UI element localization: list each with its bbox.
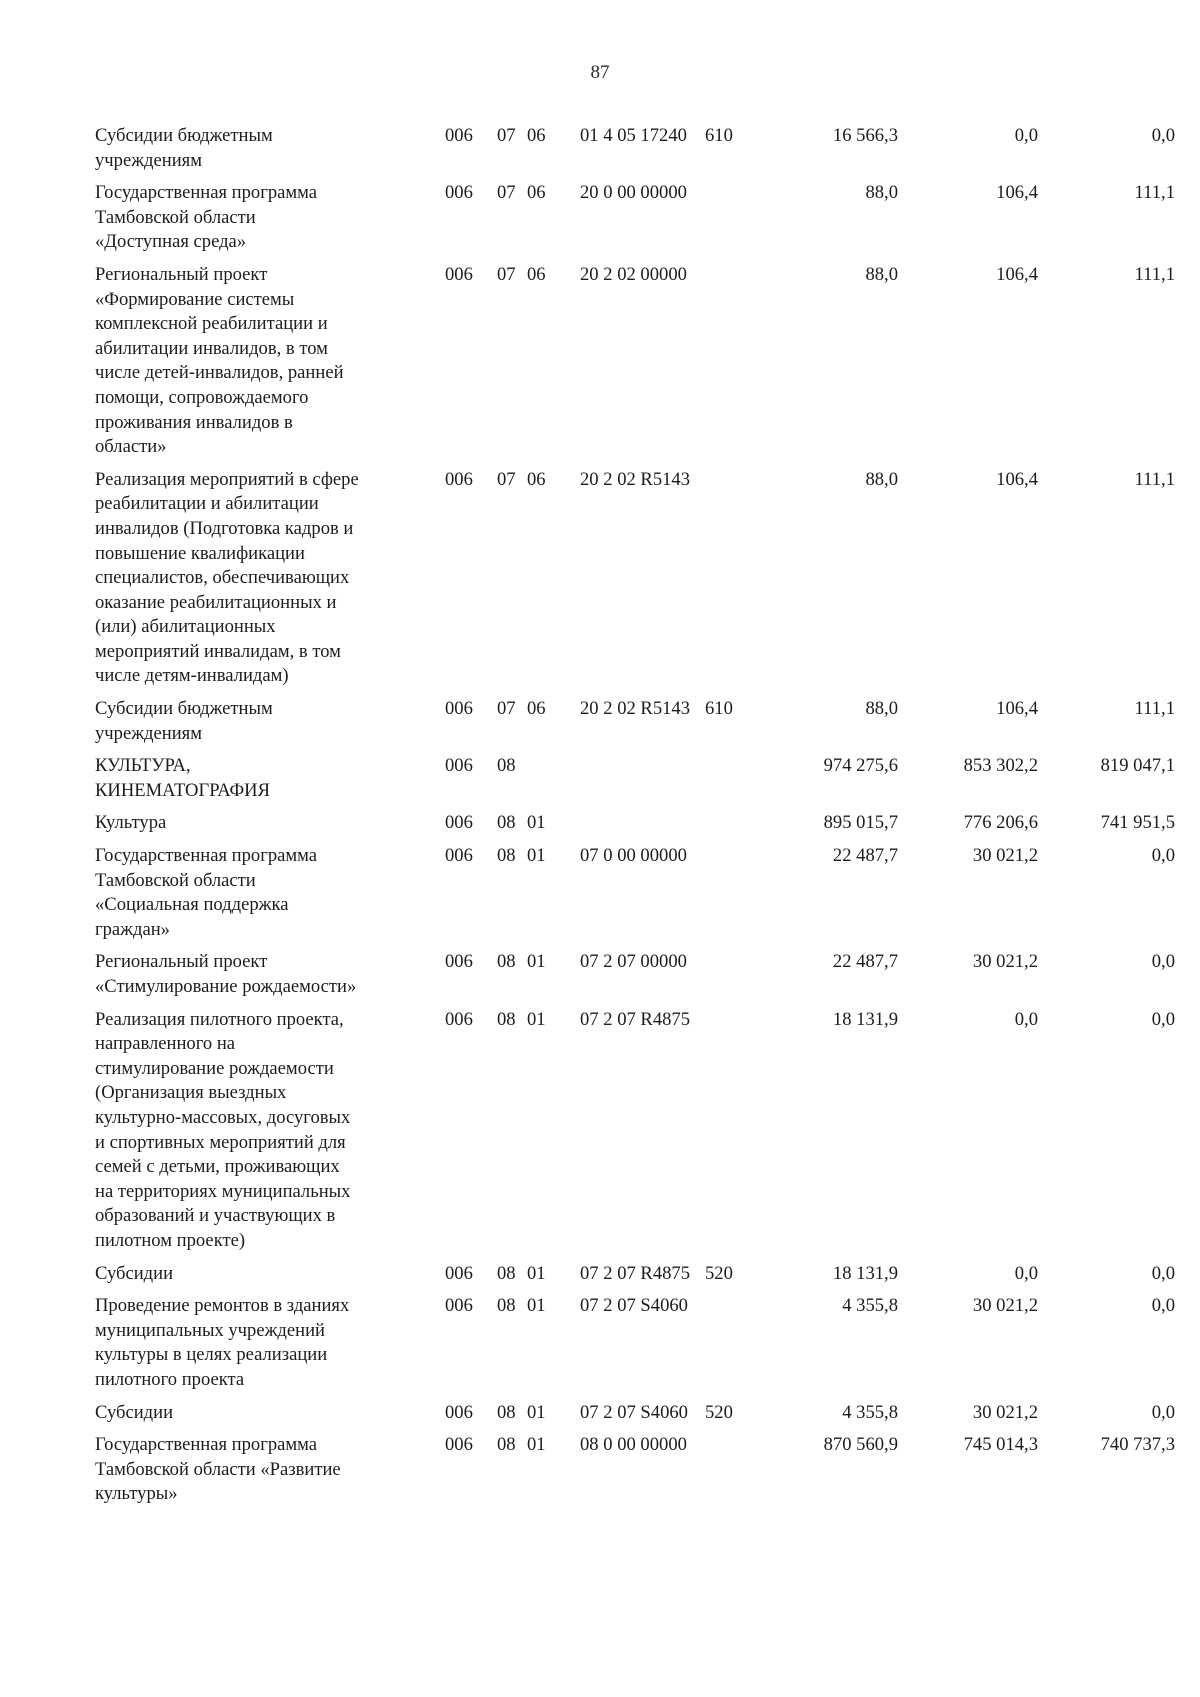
row-section-code: 08 [497,1401,516,1423]
row-subsection-code: 06 [527,468,546,490]
row-admin-code: 006 [445,1008,473,1030]
row-amount-year-3: 819 047,1 [1100,755,1175,777]
row-name: Региональный проект «Формирование системы комплексной реабилитации и абилитации инвалидов, в том числе детей-инвалидов, ранней помощи, сопровождаемого проживания инвалидов в области» [95,263,344,458]
row-section-code: 08 [497,1434,516,1456]
table-row [95,754,1175,811]
row-amount-year-2: 106,4 [996,263,1038,285]
row-admin-code: 006 [445,182,473,204]
row-subsection-code: 01 [527,1262,546,1284]
table-row [95,950,1175,1007]
row-section-code: 07 [497,263,516,285]
row-expense-type-code [705,1294,760,1400]
row-expense-type-code [705,1433,760,1515]
row-name: Проведение ремонтов в зданиях муниципальных учреждений культуры в целях реализации пилотного проекта [95,1295,350,1390]
row-expense-type-code [705,754,760,811]
row-subsection-code: 01 [527,1295,546,1317]
row-target-article-code: 01 4 05 17240 [580,125,687,146]
row-target-article-code: 20 2 02 00000 [580,263,687,285]
row-name: КУЛЬТУРА, КИНЕМАТОГРАФИЯ [95,755,270,801]
row-expense-type-code: 610 [705,698,733,720]
row-expense-type-code [705,844,760,950]
row-subsection-code: 01 [527,812,546,834]
row-amount-year-1: 88,0 [865,182,898,204]
row-amount-year-1: 22 487,7 [832,951,898,973]
row-amount-year-2: 30 021,2 [972,951,1038,973]
row-section-code: 08 [497,1008,516,1030]
row-subsection-code: 01 [527,1401,546,1423]
row-subsection-code: 06 [527,263,546,285]
row-amount-year-3: 111,1 [1134,182,1175,204]
row-name: Региональный проект «Стимулирование рождаемости» [95,951,357,997]
row-admin-code: 006 [445,1295,473,1317]
row-subsection-code: 06 [527,698,546,720]
row-amount-year-3: 741 951,5 [1100,812,1175,834]
row-target-article-code: 07 2 07 S4060 [580,1401,688,1423]
row-admin-code: 006 [445,1262,473,1284]
row-amount-year-2: 30 021,2 [972,845,1038,867]
row-name: Культура [95,812,167,834]
row-amount-year-2: 745 014,3 [963,1434,1038,1456]
table-row [95,468,1175,697]
row-admin-code: 006 [445,125,473,146]
row-amount-year-2: 0,0 [1014,1262,1038,1284]
row-amount-year-3: 111,1 [1134,468,1175,490]
row-section-code: 07 [497,698,516,720]
row-amount-year-2: 30 021,2 [972,1295,1038,1317]
row-subsection-code: 01 [527,1008,546,1030]
row-amount-year-1: 895 015,7 [823,812,898,834]
row-admin-code: 006 [445,468,473,490]
row-amount-year-3: 0,0 [1151,1295,1175,1317]
row-name: Реализация мероприятий в сфере реабилитации и абилитации инвалидов (Подготовка кадров и повышение квалификации специалистов, обеспечивающих оказание реабилитационных и (или) абилитационных мероприятий инвалидам, в том числе детям-инвалидам) [95,468,359,687]
row-amount-year-3: 0,0 [1151,1401,1175,1423]
row-name: Субсидии [95,1401,174,1423]
row-section-code: 07 [497,125,516,146]
row-subsection-code: 01 [527,1434,546,1456]
row-section-code: 08 [497,1262,516,1284]
row-target-article-code [557,811,705,844]
row-amount-year-1: 4 355,8 [842,1295,898,1317]
row-amount-year-2: 0,0 [1014,1008,1038,1030]
budget-table [95,124,1175,1515]
row-name: Субсидии бюджетным учреждениям [95,698,273,744]
table-row [95,181,1175,263]
row-expense-type-code [705,263,760,468]
row-amount-year-3: 0,0 [1151,951,1175,973]
table-row [95,263,1175,468]
row-amount-year-1: 88,0 [865,468,898,490]
row-amount-year-3: 740 737,3 [1100,1434,1175,1456]
row-amount-year-1: 18 131,9 [832,1262,898,1284]
row-admin-code: 006 [445,698,473,720]
row-admin-code: 006 [445,845,473,867]
table-row [95,1401,1175,1434]
row-amount-year-2: 106,4 [996,698,1038,720]
row-name: Субсидии [95,1262,174,1284]
row-amount-year-2: 30 021,2 [972,1401,1038,1423]
row-target-article-code: 07 2 07 S4060 [580,1295,688,1317]
row-name: Субсидии бюджетным учреждениям [95,125,273,171]
row-target-article-code: 07 2 07 R4875 [580,1008,691,1030]
row-name: Реализация пилотного проекта, направленного на стимулирование рождаемости (Организация выездных культурно-массовых, досуговых и спортивных мероприятий для семей с детьми, проживающих на территориях муниципальных образований и участвующих в пилотном проекте) [95,1008,351,1251]
row-section-code: 08 [497,951,516,973]
table-row [95,124,1175,181]
row-expense-type-code [705,1008,760,1262]
row-section-code: 08 [497,845,516,867]
row-expense-type-code [705,811,760,844]
row-section-code: 08 [497,812,516,834]
row-target-article-code: 07 2 07 R4875 [580,1262,691,1284]
row-section-code: 07 [497,468,516,490]
row-amount-year-1: 974 275,6 [823,755,898,777]
table-row [95,1294,1175,1400]
row-subsection-code: 01 [527,951,546,973]
table-row [95,1433,1175,1515]
row-section-code: 07 [497,182,516,204]
row-amount-year-3: 0,0 [1151,1008,1175,1030]
row-target-article-code: 08 0 00 00000 [580,1434,687,1456]
row-amount-year-2: 776 206,6 [963,812,1038,834]
table-row [95,697,1175,754]
table-row [95,844,1175,950]
row-subsection-code: 06 [527,125,546,146]
row-amount-year-3: 0,0 [1151,845,1175,867]
row-amount-year-1: 4 355,8 [842,1401,898,1423]
row-amount-year-1: 88,0 [865,698,898,720]
row-amount-year-3: 0,0 [1151,125,1175,146]
row-expense-type-code: 610 [705,125,733,146]
row-expense-type-code: 520 [705,1262,733,1284]
budget-rows [95,124,1175,1515]
row-name: Государственная программа Тамбовской области «Социальная поддержка граждан» [95,845,318,940]
row-amount-year-1: 18 131,9 [832,1008,898,1030]
row-amount-year-2: 106,4 [996,182,1038,204]
row-subsection-code [527,754,557,811]
row-target-article-code: 20 2 02 R5143 [580,468,691,490]
row-target-article-code [557,754,705,811]
row-amount-year-2: 106,4 [996,468,1038,490]
row-target-article-code: 20 0 00 00000 [580,182,687,204]
row-amount-year-3: 111,1 [1134,698,1175,720]
row-admin-code: 006 [445,755,473,777]
row-expense-type-code: 520 [705,1401,733,1423]
row-amount-year-3: 0,0 [1151,1262,1175,1284]
row-name: Государственная программа Тамбовской области «Доступная среда» [95,182,318,253]
row-target-article-code: 07 2 07 00000 [580,951,687,973]
row-subsection-code: 06 [527,182,546,204]
row-amount-year-3: 111,1 [1134,263,1175,285]
row-subsection-code: 01 [527,845,546,867]
row-section-code: 08 [497,755,516,777]
row-amount-year-2: 0,0 [1014,125,1038,146]
table-row [95,811,1175,844]
row-admin-code: 006 [445,951,473,973]
row-amount-year-1: 870 560,9 [823,1434,898,1456]
row-amount-year-1: 22 487,7 [832,845,898,867]
row-target-article-code: 20 2 02 R5143 [580,698,691,720]
row-admin-code: 006 [445,812,473,834]
row-admin-code: 006 [445,1401,473,1423]
row-admin-code: 006 [445,263,473,285]
table-row [95,1262,1175,1295]
row-expense-type-code [705,181,760,263]
row-name: Государственная программа Тамбовской области «Развитие культуры» [95,1434,341,1505]
row-amount-year-1: 88,0 [865,263,898,285]
row-amount-year-2: 853 302,2 [963,755,1038,777]
row-expense-type-code [705,950,760,1007]
row-target-article-code: 07 0 00 00000 [580,845,687,867]
table-row [95,1008,1175,1262]
page-number: 87 [590,62,610,83]
row-expense-type-code [705,468,760,697]
row-amount-year-1: 16 566,3 [832,125,898,146]
row-section-code: 08 [497,1295,516,1317]
row-admin-code: 006 [445,1434,473,1456]
